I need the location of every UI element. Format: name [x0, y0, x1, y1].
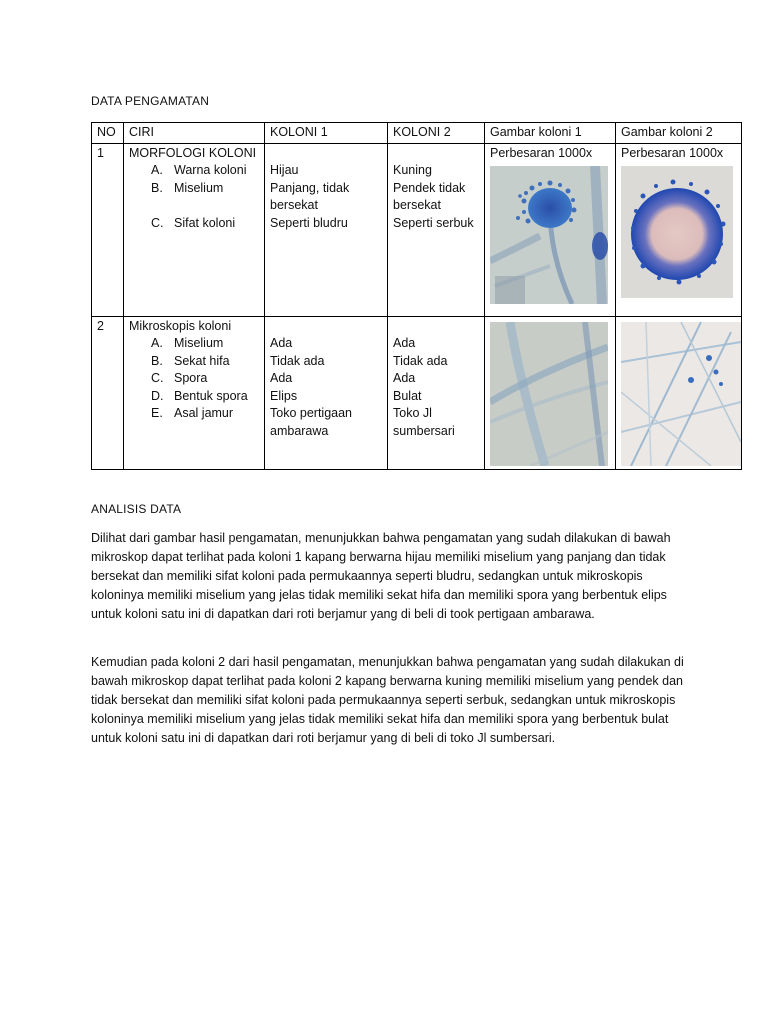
gambar2-cell: [616, 143, 742, 316]
cell-value: bersekat: [393, 198, 441, 212]
ciri-title: Mikroskopis koloni: [129, 318, 232, 333]
cell-value: Tidak ada: [270, 353, 325, 368]
list-item: A. Miselium: [151, 336, 224, 350]
cell-value: ambarawa: [270, 423, 329, 438]
header-koloni1: KOLONI 1: [265, 123, 388, 144]
analysis-heading: ANALISIS DATA: [91, 502, 182, 516]
list-item: C. Sifat koloni: [151, 215, 236, 230]
cell-value: Panjang, tidak: [270, 180, 350, 195]
ciri-title: MORFOLOGI KOLONI: [129, 145, 257, 160]
list-item: B. Miselium: [151, 180, 224, 195]
list-item: E. Asal jamur: [151, 406, 234, 420]
cell-value: Toko Jl: [393, 406, 432, 420]
cell-value: Hijau: [270, 163, 299, 177]
table-row: [92, 316, 742, 469]
analysis-paragraph: Dilihat dari gambar hasil pengamatan, menunjukkan bahwa pengamatan yang sudah dilakukan di bawah mikroskop dapat terlihat pada koloni 1 kapang berwarna hijau memiliki miselium yang panjang dan tidak bersekat dan memiliki sifat koloni pada permukaannya seperti bludru, sedangkan untuk mikroskopis koloninya memiliki miselium yang jelas tidak memiliki sekat hifa dan memiliki spora yang berbentuk elips untuk koloni satu ini di dapatkan dari roti berjamur yang di beli di took pertigaan ambarawa.: [91, 531, 671, 621]
list-item: B. Sekat hifa: [151, 353, 230, 368]
header-no: NO: [92, 123, 124, 144]
cell-value: Bulat: [393, 388, 422, 403]
cell-value: Seperti bludru: [270, 215, 348, 230]
table-row: [92, 143, 742, 316]
observation-heading: DATA PENGAMATAN: [91, 94, 210, 108]
micrograph-colony2-morphology: [621, 166, 733, 298]
cell-value: Ada: [270, 336, 293, 350]
cell-value: sumbersari: [393, 423, 455, 438]
koloni2-cell: [388, 143, 485, 316]
cell-value: Ada: [270, 371, 293, 385]
micrograph-colony1-hyphae: [490, 322, 608, 466]
gambar1-cell: [485, 316, 616, 469]
cell-value: bersekat: [270, 198, 318, 212]
koloni1-cell: [265, 143, 388, 316]
cell-value: Seperti serbuk: [393, 215, 474, 230]
gambar1-cell: [485, 143, 616, 316]
table-header-row: [92, 123, 742, 144]
cell-value: Ada: [393, 371, 416, 385]
list-item: C. Spora: [151, 371, 208, 385]
row-number: 2: [92, 316, 124, 469]
cell-value: Ada: [393, 336, 416, 350]
cell-value: Tidak ada: [393, 353, 448, 368]
koloni1-cell: [265, 316, 388, 469]
observation-table: [91, 122, 742, 470]
cell-value: Toko pertigaan: [270, 406, 353, 420]
list-item: D. Bentuk spora: [151, 388, 248, 403]
header-gambar1: Gambar koloni 1: [485, 123, 616, 144]
list-item: A. Warna koloni: [151, 163, 247, 177]
cell-value: Kuning: [393, 163, 432, 177]
row-number: 1: [92, 143, 124, 316]
ciri-cell: [124, 143, 265, 316]
cell-value: Pendek tidak: [393, 180, 466, 195]
cell-value: Elips: [270, 388, 298, 403]
header-ciri: CIRI: [124, 123, 265, 144]
header-gambar2: Gambar koloni 2: [616, 123, 742, 144]
analysis-paragraph: Kemudian pada koloni 2 dari hasil pengamatan, menunjukkan bahwa pengamatan yang sudah dilakukan di bawah mikroskop dapat terlihat pada koloni 2 kapang berwarna kuning memiliki miselium yang pendek dan tidak bersekat dan memiliki sifat koloni pada permukaannya seperti serbuk, sedangkan untuk mikroskopis koloninya memiliki miselium yang jelas tidak memiliki sekat hifa dan memiliki spora yang berbentuk bulat untuk koloni satu ini di dapatkan dari roti berjamur yang di beli di toko Jl sumbersari.: [91, 655, 684, 745]
magnification-caption: Perbesaran 1000x: [490, 145, 593, 160]
ciri-cell: [124, 316, 265, 469]
header-koloni2: KOLONI 2: [388, 123, 485, 144]
micrograph-colony2-hyphae: [621, 322, 741, 466]
magnification-caption: Perbesaran 1000x: [621, 145, 724, 160]
koloni2-cell: [388, 316, 485, 469]
micrograph-colony1-morphology: [490, 166, 608, 304]
gambar2-cell: [616, 316, 742, 469]
